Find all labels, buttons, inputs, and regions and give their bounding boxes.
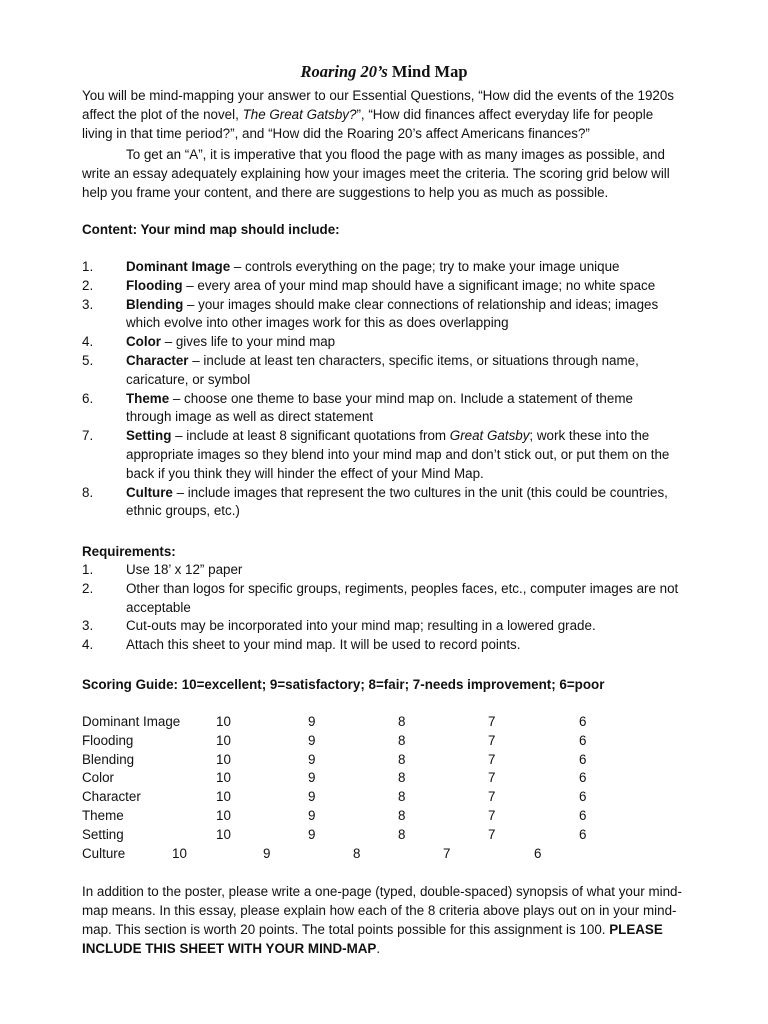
score-10: 10 <box>216 732 231 748</box>
closing-paragraph <box>82 882 682 958</box>
content-item <box>82 258 682 277</box>
score-9: 9 <box>308 732 316 748</box>
item-description: – include at least ten characters, specific items, or situations through name, caricature, or symbol <box>126 352 639 387</box>
item-term: Culture <box>126 484 173 500</box>
item-description: – controls everything on the page; try to make your image unique <box>230 259 620 274</box>
score-7: 7 <box>488 807 496 823</box>
content-item <box>82 427 682 483</box>
item-text: Other than logos for specific groups, regiments, peoples faces, etc., computer images are not acceptable <box>126 580 679 615</box>
page-title <box>0 62 768 82</box>
score-row <box>82 826 602 845</box>
score-row <box>82 732 602 751</box>
requirements-heading: Requirements: <box>82 544 176 559</box>
intro-text-b: ”, “How did finances affect everyday life for people living in that time period?”, and “How did the Roaring 20’s affect Americans finances?” <box>82 107 654 141</box>
score-10: 10 <box>216 770 231 786</box>
score-8: 8 <box>398 714 406 729</box>
item-description-a: – include at least 8 significant quotations from <box>171 428 450 444</box>
item-text <box>126 484 682 522</box>
score-row <box>82 788 602 807</box>
content-heading: Content: Your mind map should include: <box>82 222 340 237</box>
score-7: 7 <box>488 732 496 748</box>
score-8: 8 <box>398 751 406 767</box>
requirement-item <box>82 617 682 636</box>
score-8: 8 <box>398 826 406 842</box>
score-9: 9 <box>308 789 316 805</box>
content-list <box>82 258 682 521</box>
score-7: 7 <box>443 845 451 861</box>
score-row <box>82 807 602 826</box>
score-row <box>82 751 602 770</box>
item-number: 1. <box>82 562 94 577</box>
score-8: 8 <box>398 770 406 786</box>
score-7: 7 <box>488 751 496 767</box>
criterion-label: Dominant Image <box>82 714 181 729</box>
item-description: – choose one theme to base your mind map on. Include a statement of theme through image as well as direct statement <box>126 390 633 425</box>
score-7: 7 <box>488 714 496 729</box>
score-9: 9 <box>308 826 316 842</box>
score-8: 8 <box>398 732 406 748</box>
criterion-label: Blending <box>82 751 135 767</box>
criterion-label: Flooding <box>82 732 134 748</box>
requirements-list <box>82 561 682 655</box>
score-6: 6 <box>579 807 587 823</box>
score-8: 8 <box>398 807 406 823</box>
item-number: 1. <box>82 259 94 274</box>
score-9: 9 <box>308 714 316 729</box>
score-7: 7 <box>488 789 496 805</box>
closing-period: . <box>376 941 381 956</box>
criterion-label: Setting <box>82 826 124 842</box>
content-item <box>82 484 682 522</box>
content-item <box>82 333 682 352</box>
criterion-label: Culture <box>82 845 126 861</box>
content-item <box>82 352 682 390</box>
score-10: 10 <box>216 714 231 729</box>
item-description: – include images that represent the two cultures in the unit (this could be countries, ethnic groups, etc.) <box>126 484 668 519</box>
item-term: Dominant Image <box>126 259 231 274</box>
item-text: Cut-outs may be incorporated into your mind map; resulting in a lowered grade. <box>126 618 596 634</box>
score-7: 7 <box>488 826 496 842</box>
item-text <box>126 390 682 428</box>
item-number: 4. <box>82 334 94 350</box>
item-text <box>126 333 682 352</box>
score-9: 9 <box>308 807 316 823</box>
score-10: 10 <box>216 789 231 805</box>
item-description: – your images should make clear connections of relationship and ideas; images which evolve into other images work for this as does overlapping <box>126 296 659 331</box>
content-item <box>82 296 682 334</box>
item-text <box>126 277 682 296</box>
closing-bold-instruction: PLEASE INCLUDE THIS SHEET WITH YOUR MIND-MAP <box>82 922 663 956</box>
criterion-label: Character <box>82 789 141 805</box>
score-8: 8 <box>353 845 361 861</box>
item-term: Character <box>126 352 189 368</box>
requirement-item <box>82 580 682 618</box>
item-term: Blending <box>126 296 184 312</box>
score-6: 6 <box>579 714 587 729</box>
content-item <box>82 390 682 428</box>
score-10: 10 <box>216 807 231 823</box>
item-description: – every area of your mind map should have a significant image; no white space <box>182 277 656 293</box>
intro-text-a: You will be mind-mapping your answer to our Essential Questions, “How did the events of the 1920s affect the plot of the novel, <box>82 88 674 122</box>
item-term: Setting <box>126 428 172 444</box>
title-italic: Roaring 20’s <box>300 62 388 81</box>
item-number: 4. <box>82 637 94 653</box>
item-term: Theme <box>126 390 170 406</box>
item-number: 3. <box>82 296 94 312</box>
item-text <box>126 258 682 277</box>
item-description-b: ; work these into the appropriate images so they blend into your mind map and don’t stick out, or put them on the back if you think they will hinder the effect of your Mind Map. <box>126 428 670 481</box>
item-novel-title: Great Gatsby <box>449 428 530 444</box>
item-text: Attach this sheet to your mind map. It will be used to record points. <box>126 637 521 653</box>
item-text <box>126 296 682 334</box>
score-row <box>82 769 602 788</box>
score-6: 6 <box>579 751 587 767</box>
score-row <box>82 713 602 732</box>
score-9: 9 <box>263 845 271 861</box>
requirement-item <box>82 636 682 655</box>
requirement-item <box>82 561 682 580</box>
score-6: 6 <box>534 845 542 861</box>
score-6: 6 <box>579 770 587 786</box>
closing-text: In addition to the poster, please write a one-page (typed, double-spaced) synopsis of what your mind-map means. In this essay, please explain how each of the 8 criteria above plays out on in your mind-map. This section is worth 20 points. The total points possible for this assignment is 100. <box>82 884 682 937</box>
item-description: – gives life to your mind map <box>160 334 336 350</box>
item-text <box>126 427 682 483</box>
score-row <box>82 845 602 864</box>
score-6: 6 <box>579 789 587 805</box>
scoring-guide-heading: Scoring Guide: 10=excellent; 9=satisfactory; 8=fair; 7-needs improvement; 6=poor <box>82 677 605 692</box>
item-term: Color <box>126 334 161 350</box>
item-number: 6. <box>82 390 94 406</box>
item-number: 2. <box>82 580 94 596</box>
score-9: 9 <box>308 751 316 767</box>
item-number: 3. <box>82 618 94 634</box>
criterion-label: Theme <box>82 807 124 823</box>
score-7: 7 <box>488 770 496 786</box>
item-text: Use 18’ x 12” paper <box>126 562 243 577</box>
criterion-label: Color <box>82 770 114 786</box>
title-rest: Mind Map <box>387 62 468 81</box>
item-term: Flooding <box>126 277 183 293</box>
instructions-paragraph: To get an “A”, it is imperative that you flood the page with as many images as possible, and write an essay adequately explaining how your images meet the criteria. The scoring grid below will help you frame your content, and there are suggestions to help you as much as possible. <box>82 147 670 200</box>
score-10: 10 <box>216 826 231 842</box>
item-number: 7. <box>82 428 94 444</box>
score-10: 10 <box>172 845 187 861</box>
item-number: 8. <box>82 484 94 500</box>
score-6: 6 <box>579 732 587 748</box>
score-8: 8 <box>398 789 406 805</box>
score-6: 6 <box>579 826 587 842</box>
score-10: 10 <box>216 751 231 767</box>
score-9: 9 <box>308 770 316 786</box>
content-item <box>82 277 682 296</box>
item-number: 2. <box>82 277 94 293</box>
intro-paragraph <box>82 86 682 143</box>
scoring-grid <box>82 713 602 863</box>
item-number: 5. <box>82 352 94 368</box>
item-text <box>126 352 682 390</box>
intro-novel-title: The Great Gatsby? <box>242 107 357 122</box>
